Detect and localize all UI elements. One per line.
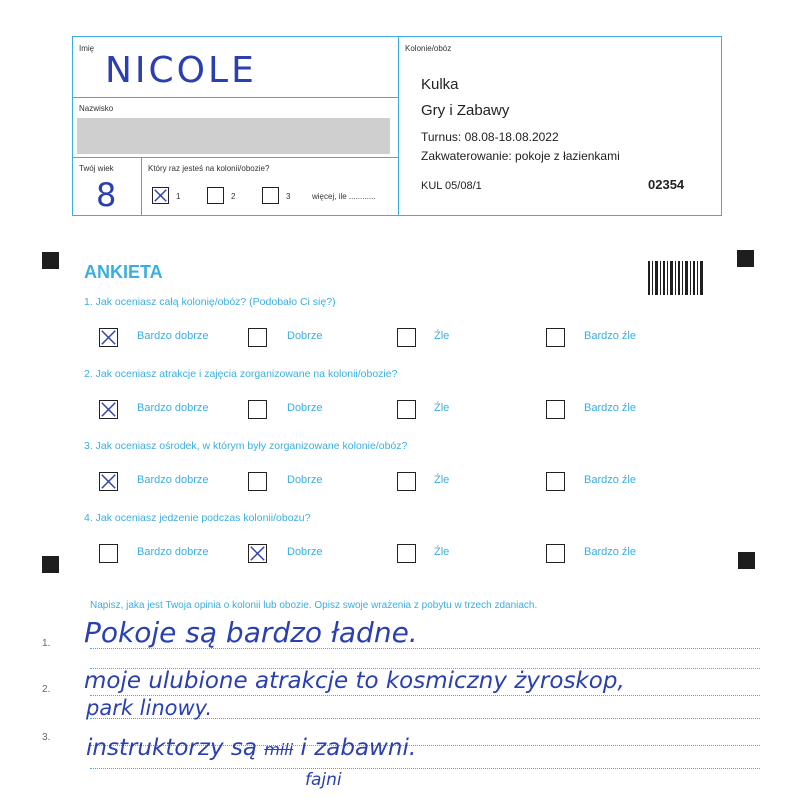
- question-2-checkbox-2[interactable]: [248, 400, 267, 419]
- opinion-line-1: Pokoje są bardzo ładne.: [84, 616, 418, 649]
- times-option-3: 3: [286, 192, 291, 201]
- question-4-checkbox-1[interactable]: [99, 544, 118, 563]
- opinion-line-3-end: i zabawni.: [300, 735, 417, 761]
- question-2-option-4-label: Bardzo źle: [584, 402, 636, 414]
- question-4-option-2-label: Dobrze: [287, 546, 323, 558]
- x-mark-icon: [100, 401, 117, 418]
- header-divider-3: [141, 157, 142, 216]
- survey-title: ANKIETA: [84, 262, 163, 282]
- question-2-checkbox-3[interactable]: [397, 400, 416, 419]
- question-4-option-1-label: Bardzo dobrze: [137, 546, 209, 558]
- surname-redacted: [77, 118, 390, 154]
- barcode-icon: [648, 261, 704, 295]
- line-number-1: 1.: [42, 638, 51, 649]
- turnus: Turnus: 08.08-18.08.2022: [421, 130, 559, 144]
- name-label: Imię: [79, 44, 95, 53]
- question-2-option-3-label: Źle: [434, 402, 450, 414]
- times-checkbox-1[interactable]: [152, 187, 169, 204]
- question-3-option-2-label: Dobrze: [287, 474, 323, 486]
- registration-marker-br: [738, 552, 755, 569]
- times-option-1: 1: [176, 192, 181, 201]
- age-label: Twój wiek: [79, 164, 114, 173]
- question-1-checkbox-2[interactable]: [248, 328, 267, 347]
- question-2-text: 2. Jak oceniasz atrakcje i zajęcia zorganizowane na kolonii/obozie?: [84, 368, 398, 380]
- opinion-line-3-insert: fajni: [305, 770, 342, 790]
- line-number-2: 2.: [42, 684, 51, 695]
- question-4-text: 4. Jak oceniasz jedzenie podczas kolonii/obozu?: [84, 512, 311, 524]
- question-1-option-3-label: Źle: [434, 330, 450, 342]
- registration-marker-tr: [737, 250, 754, 267]
- question-4-checkbox-3[interactable]: [397, 544, 416, 563]
- camp-name: Kulka: [421, 76, 459, 93]
- camp-subtitle: Gry i Zabawy: [421, 102, 510, 119]
- camp-code: KUL 05/08/1: [421, 180, 482, 192]
- header-divider-vertical: [398, 36, 399, 216]
- question-4-option-4-label: Bardzo źle: [584, 546, 636, 558]
- registration-marker-bl: [42, 556, 59, 573]
- question-3-option-4-label: Bardzo źle: [584, 474, 636, 486]
- registration-marker-tl: [42, 252, 59, 269]
- question-2-option-1-label: Bardzo dobrze: [137, 402, 209, 414]
- question-1-option-2-label: Dobrze: [287, 330, 323, 342]
- question-3-checkbox-1[interactable]: [99, 472, 118, 491]
- accommodation: Zakwaterowanie: pokoje z łazienkami: [421, 149, 620, 163]
- age-value: 8: [96, 176, 117, 214]
- question-1-option-4-label: Bardzo źle: [584, 330, 636, 342]
- x-mark-icon: [153, 188, 168, 203]
- question-2-checkbox-4[interactable]: [546, 400, 565, 419]
- x-mark-icon: [100, 473, 117, 490]
- question-1-text: 1. Jak oceniasz całą kolonię/obóz? (Podobało Ci się?): [84, 296, 336, 308]
- opinion-line-3: [86, 735, 416, 761]
- header-divider-2: [72, 157, 398, 158]
- x-mark-icon: [249, 545, 266, 562]
- question-1-checkbox-3[interactable]: [397, 328, 416, 347]
- opinion-line-2a: moje ulubione atrakcje to kosmiczny żyroskop,: [84, 668, 625, 694]
- times-more-label: więcej, ile ............: [312, 192, 376, 201]
- question-4-option-3-label: Źle: [434, 546, 450, 558]
- question-3-checkbox-4[interactable]: [546, 472, 565, 491]
- opinion-line-3-start: instruktorzy są: [86, 735, 257, 761]
- line-number-3: 3.: [42, 732, 51, 743]
- opinion-prompt: Napisz, jaka jest Twoja opinia o kolonii lub obozie. Opisz swoje wrażenia z pobytu w trzech zdaniach.: [90, 600, 538, 611]
- form-number: 02354: [648, 177, 685, 192]
- question-3-text: 3. Jak oceniasz ośrodek, w którym były zorganizowane kolonie/obóz?: [84, 440, 408, 452]
- question-1-option-1-label: Bardzo dobrze: [137, 330, 209, 342]
- x-mark-icon: [100, 329, 117, 346]
- question-2-checkbox-1[interactable]: [99, 400, 118, 419]
- surname-label: Nazwisko: [79, 104, 114, 113]
- times-label: Który raz jesteś na kolonii/obozie?: [148, 164, 270, 173]
- question-2-option-2-label: Dobrze: [287, 402, 323, 414]
- question-3-checkbox-2[interactable]: [248, 472, 267, 491]
- times-checkbox-2[interactable]: [207, 187, 224, 204]
- question-4-checkbox-4[interactable]: [546, 544, 565, 563]
- question-1-checkbox-1[interactable]: [99, 328, 118, 347]
- question-3-option-1-label: Bardzo dobrze: [137, 474, 209, 486]
- times-checkbox-3[interactable]: [262, 187, 279, 204]
- name-value: NICOLE: [105, 50, 257, 91]
- question-3-checkbox-3[interactable]: [397, 472, 416, 491]
- question-3-option-3-label: Źle: [434, 474, 450, 486]
- opinion-line-3-struck: mili: [264, 740, 294, 759]
- camp-label: Kolonie/obóz: [405, 44, 452, 53]
- question-4-checkbox-2[interactable]: [248, 544, 267, 563]
- question-1-checkbox-4[interactable]: [546, 328, 565, 347]
- header-divider-1: [72, 97, 398, 98]
- times-option-2: 2: [231, 192, 236, 201]
- writing-line-3b: [90, 768, 760, 769]
- opinion-line-2b: park linowy.: [86, 696, 213, 720]
